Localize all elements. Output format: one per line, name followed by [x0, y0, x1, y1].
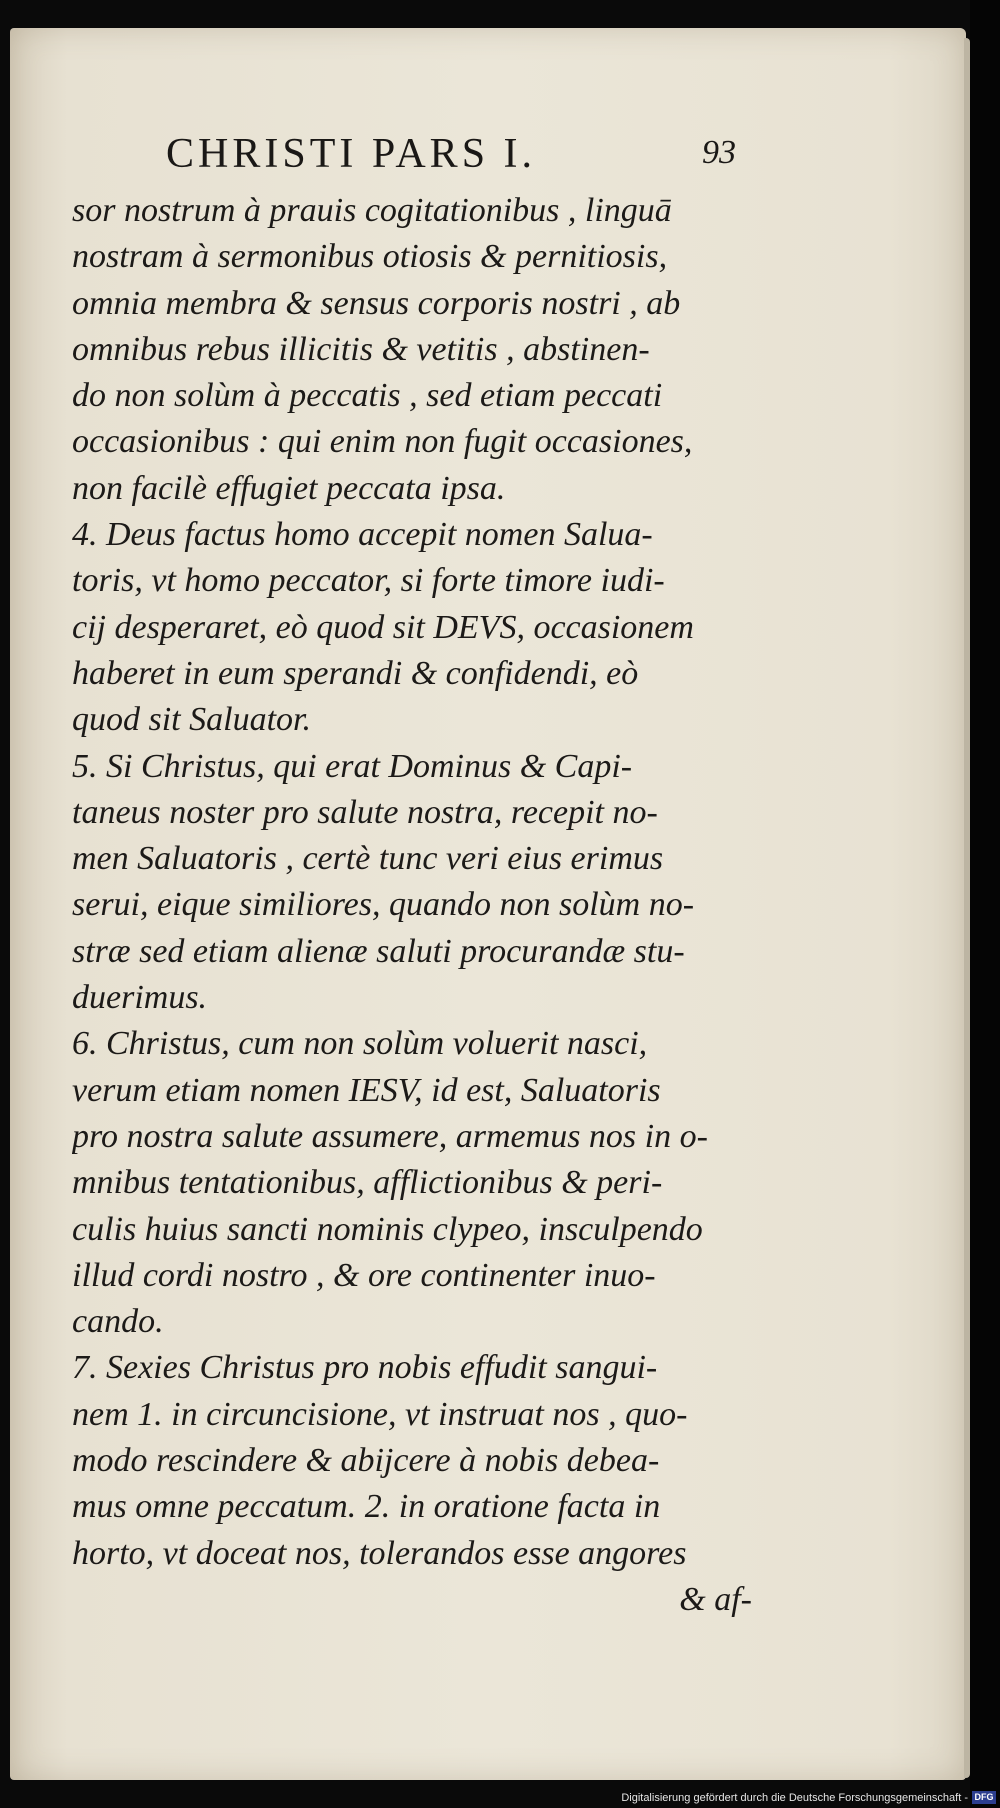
text-line: non facilè effugiet peccata ipsa. — [72, 469, 506, 507]
text-line: men Saluatoris , certè tunc veri eius erimus — [72, 840, 664, 878]
text-line: verum etiam nomen IESV, id est, Saluatoris — [72, 1071, 661, 1109]
text-line: nem 1. in circuncisione, vt instruat nos , quo- — [72, 1395, 688, 1433]
text-line: duerimus. — [72, 979, 208, 1017]
scan-border — [970, 0, 1000, 1808]
text-line: taneus noster pro salute nostra, recepit no- — [72, 793, 658, 831]
digitization-credit: Digitalisierung gefördert durch die Deutsche Forschungsgemeinschaft - — [621, 1792, 968, 1804]
paragraph-6-start: 6. Christus, cum non solùm voluerit nasci, — [72, 1025, 648, 1063]
book-page — [10, 28, 966, 1780]
text-line: sor nostrum à prauis cogitationibus , linguā — [72, 192, 672, 229]
text-line: serui, eique similiores, quando non solùm no- — [72, 886, 695, 924]
paragraph-7-start: 7. Sexies Christus pro nobis effudit sangui- — [72, 1349, 658, 1387]
paragraph-4-start: 4. Deus factus homo accepit nomen Salua- — [72, 516, 653, 554]
text-line: pro nostra salute assumere, armemus nos in o- — [72, 1117, 708, 1155]
body-text — [72, 188, 752, 1623]
text-line: do non solùm à peccatis , sed etiam peccati — [72, 377, 663, 415]
paragraph-5-start: 5. Si Christus, qui erat Dominus & Capi- — [72, 747, 633, 785]
catchword: & af- — [679, 1580, 752, 1618]
text-line: haberet in eum sperandi & confidendi, eò — [72, 654, 639, 692]
text-line: culis huius sancti nominis clypeo, insculpendo — [72, 1210, 703, 1248]
text-line: quod sit Saluator. — [72, 701, 311, 739]
text-line: mus omne peccatum. 2. in oratione facta in — [72, 1488, 661, 1526]
text-line: omnia membra & sensus corporis nostri , ab — [72, 284, 681, 322]
text-line: modo rescindere & abijcere à nobis debea- — [72, 1442, 660, 1480]
dfg-logo-icon: DFG — [972, 1791, 996, 1804]
text-line: mnibus tentationibus, afflictionibus & peri- — [72, 1164, 663, 1202]
text-line: cando. — [72, 1303, 164, 1341]
text-line: occasionibus : qui enim non fugit occasiones, — [72, 423, 693, 461]
page-number: 93 — [702, 134, 736, 171]
text-line: omnibus rebus illicitis & vetitis , abstinen- — [72, 330, 650, 368]
text-line: cij desperaret, eò quod sit DEVS, occasionem — [72, 608, 694, 646]
page-header — [166, 126, 736, 186]
text-line: illud cordi nostro , & ore continenter inuo- — [72, 1256, 656, 1294]
text-line: nostram à sermonibus otiosis & pernitiosis, — [72, 238, 668, 276]
text-line: toris, vt homo peccator, si forte timore iudi- — [72, 562, 665, 600]
text-line: stræ sed etiam alienæ saluti procurandæ stu- — [72, 932, 685, 970]
text-line: horto, vt doceat nos, tolerandos esse angores — [72, 1534, 687, 1572]
running-title: CHRISTI PARS I. — [166, 131, 537, 177]
